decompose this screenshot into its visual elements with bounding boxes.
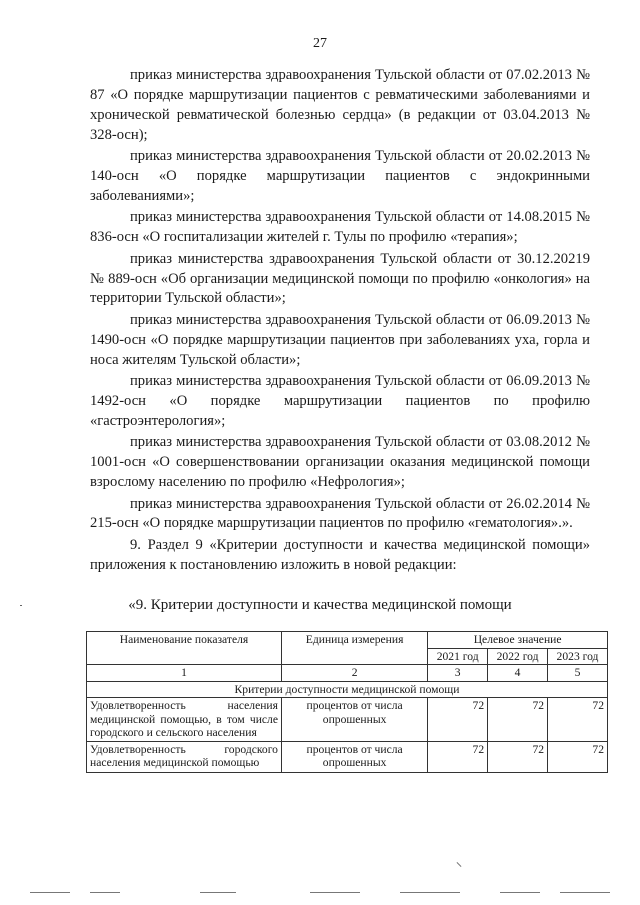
header-target: Целевое значение [428, 632, 608, 649]
header-year-2021: 2021 год [428, 648, 488, 665]
scan-edge-line [90, 892, 120, 893]
paragraph: приказ министерства здравоохранения Тульской области от 06.09.2013 № 1490-осн «О порядке маршрутизации пациентов при заболеваниях уха, горла и носа жителям Тульской области»; [90, 311, 590, 368]
indicator-unit: процентов от числа опрошенных [281, 698, 427, 742]
column-number: 3 [428, 665, 488, 682]
scan-edge-line [310, 892, 360, 893]
page-number: 27 [313, 36, 327, 51]
value-2021: 72 [428, 698, 488, 742]
scan-edge-line [560, 892, 610, 893]
header-year-2023: 2023 год [548, 648, 608, 665]
header-name: Наименование показателя [87, 632, 282, 665]
table-row [87, 698, 608, 742]
table-section-row [87, 681, 608, 698]
scan-artifact [457, 862, 462, 867]
paragraph: приказ министерства здравоохранения Тульской области от 03.08.2012 № 1001-осн «О совершенствовании организации оказания медицинской помощи взрослому населению по профилю «Нефрология»; [90, 434, 590, 491]
column-number: 5 [548, 665, 608, 682]
scan-edge-line [400, 892, 460, 893]
section-heading: «9. Критерии доступности и качества медицинской помощи [128, 597, 512, 613]
value-2022: 72 [488, 698, 548, 742]
paragraph: приказ министерства здравоохранения Тульской области от 20.02.2013 № 140-осн «О порядке маршрутизации пациентов с эндокринными заболеваниями»; [90, 148, 590, 204]
column-number: 2 [281, 665, 427, 682]
criteria-table [86, 631, 608, 773]
scan-artifact [20, 605, 22, 606]
indicator-name: Удовлетворенность населения медицинской помощью, в том числе городского и сельского населения [87, 698, 282, 742]
column-number: 4 [488, 665, 548, 682]
scan-edge-line [500, 892, 540, 893]
section-title: Критерии доступности медицинской помощи [87, 681, 608, 698]
value-2023: 72 [548, 698, 608, 742]
indicator-name: Удовлетворенность городского населения медицинской помощью [87, 741, 282, 772]
paragraph: приказ министерства здравоохранения Тульской области от 30.12.20219 № 889-осн «Об организации медицинской помощи по профилю «онкология» на территории Тульской области»; [90, 250, 590, 307]
column-number: 1 [87, 665, 282, 682]
paragraph: приказ министерства здравоохранения Тульской области от 14.08.2015 № 836-осн «О госпитализации жителей г. Тулы по профилю «терапия»; [90, 209, 590, 246]
scan-edge-line [200, 892, 236, 893]
table-row [87, 741, 608, 772]
value-2023: 72 [548, 741, 608, 772]
table-header-row [87, 632, 608, 649]
paragraph: приказ министерства здравоохранения Тульской области от 06.09.2013 № 1492-осн «О порядке маршрутизации пациентов по профилю «гастроэнтерология»; [90, 373, 590, 429]
header-year-2022: 2022 год [488, 648, 548, 665]
paragraph: приказ министерства здравоохранения Тульской области от 26.02.2014 № 215-осн «О порядке маршрутизации пациентов по профилю «гематология».». [90, 495, 590, 532]
header-unit: Единица измерения [281, 632, 427, 665]
paragraph: приказ министерства здравоохранения Тульской области от 07.02.2013 № 87 «О порядке маршрутизации пациентов с ревматическими заболеваниями и хронической ревматической болезнью сердца» (в редакции от 03.04.2013 № 328-осн); [90, 67, 590, 143]
paragraph: 9. Раздел 9 «Критерии доступности и качества медицинской помощи» приложения к постановлению изложить в новой редакции: [90, 536, 590, 573]
value-2021: 72 [428, 741, 488, 772]
scan-edge-line [30, 892, 70, 893]
value-2022: 72 [488, 741, 548, 772]
body-text [90, 66, 590, 577]
indicator-unit: процентов от числа опрошенных [281, 741, 427, 772]
column-number-row [87, 665, 608, 682]
